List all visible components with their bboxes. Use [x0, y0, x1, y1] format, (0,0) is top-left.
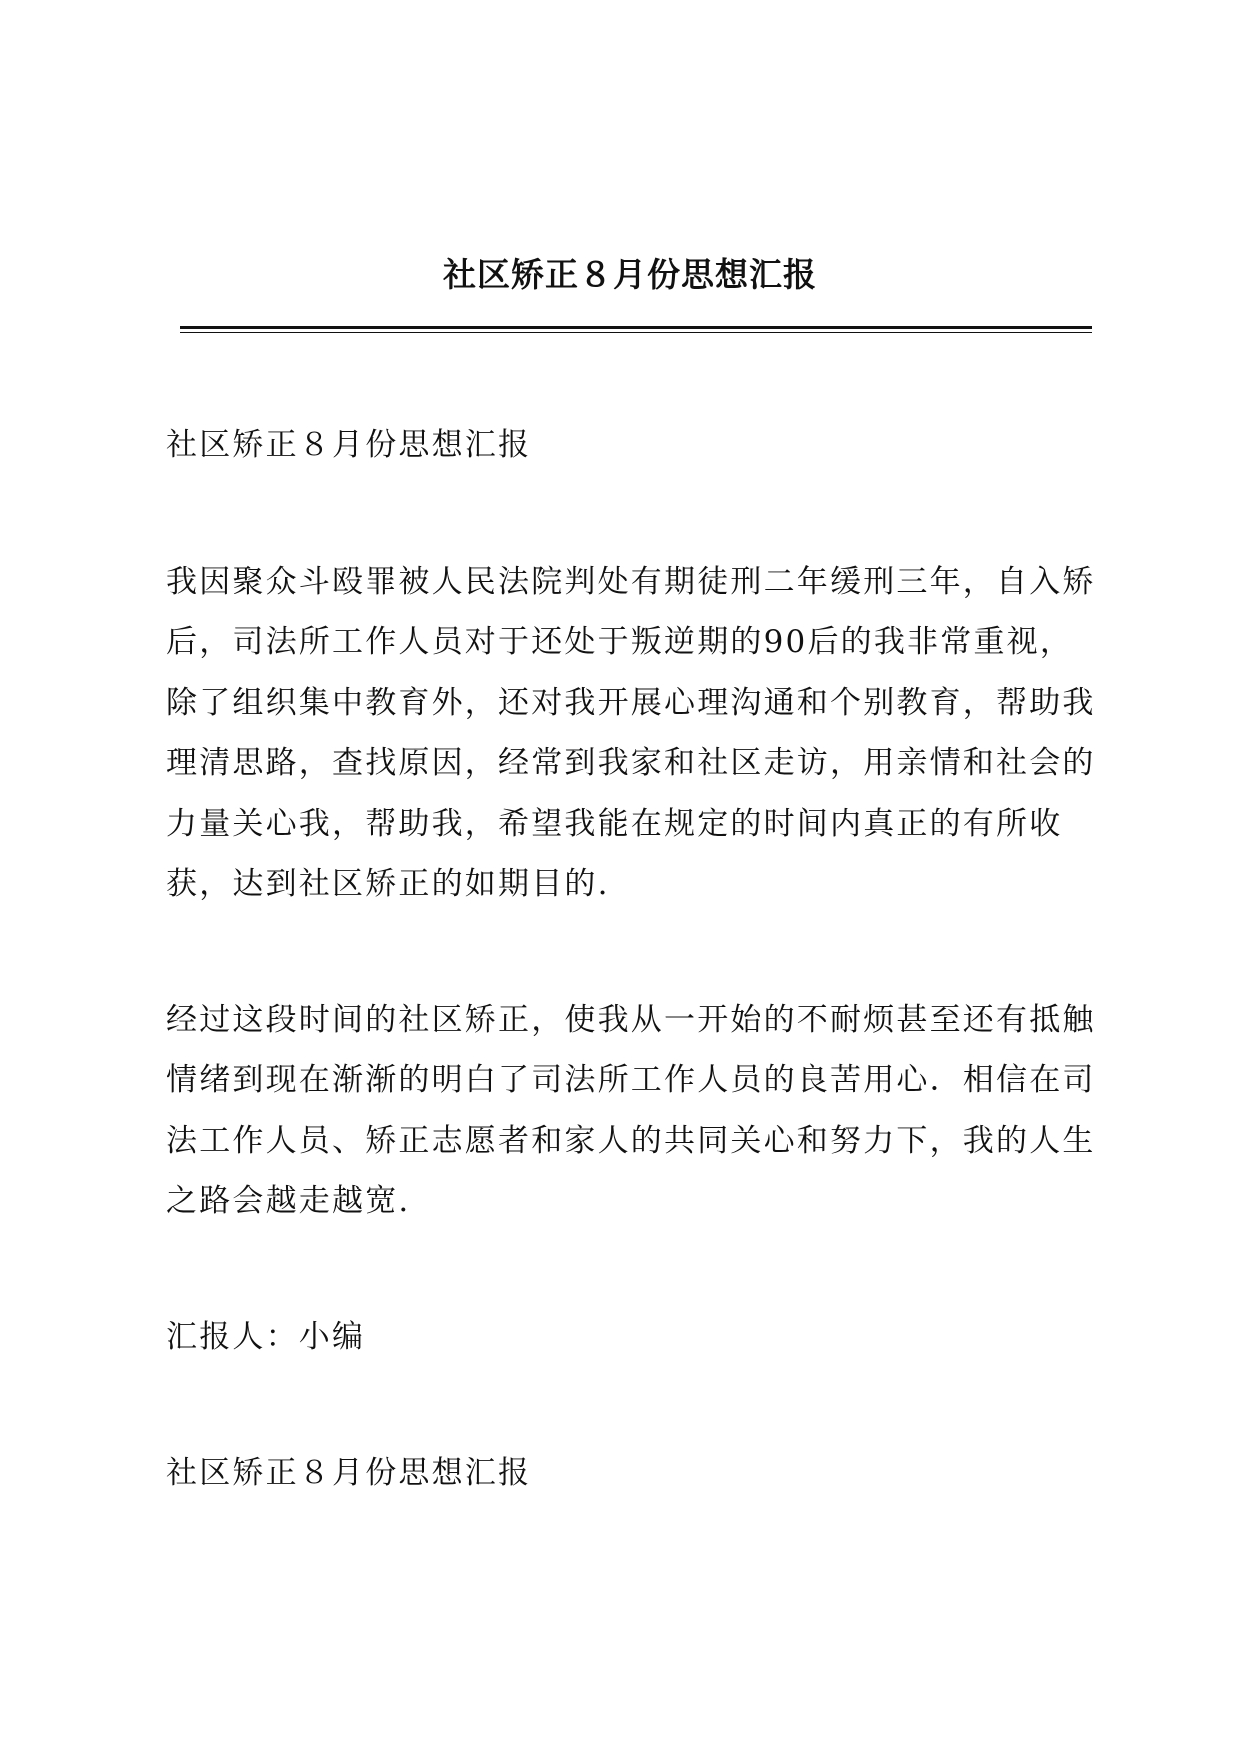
document-body: [166, 415, 1096, 1504]
paragraph-gap: [166, 1367, 1096, 1443]
paragraph-line: 情绪到现在渐渐的明白了司法所工作人员的良苦用心．相信在司: [166, 1062, 1096, 1098]
paragraph-line: 法工作人员、矫正志愿者和家人的共同关心和努力下，我的人生: [166, 1122, 1096, 1159]
body-paragraph-1: [166, 552, 1096, 915]
paragraph-line: 之路会越走越宽.: [166, 1183, 411, 1219]
body-paragraph-2: [166, 990, 1096, 1232]
reporter-line: 汇报人：小编: [166, 1318, 366, 1355]
document-title: 社区矫正８月份思想汇报: [443, 255, 817, 294]
title-rule-thick: [180, 326, 1092, 329]
paragraph-line: 经过这段时间的社区矫正，使我从一开始的不耐烦甚至还有抵触: [166, 1001, 1096, 1038]
paragraph-line: 获，达到社区矫正的如期目的.: [166, 866, 610, 902]
title-rule-thin: [180, 332, 1092, 333]
paragraph-line: 除了组织集中教育外，还对我开展心理沟通和个别教育，帮助我: [166, 684, 1096, 721]
paragraph-gap: [166, 476, 1096, 552]
paragraph-line: 理清思路，查找原因，经常到我家和社区走访，用亲情和社会的: [166, 745, 1096, 781]
paragraph-line: 力量关心我，帮助我，希望我能在规定的时间内真正的有所收: [166, 805, 1063, 842]
paragraph-gap: [166, 1232, 1096, 1307]
paragraph-line: 我因聚众斗殴罪被人民法院判处有期徒刑二年缓刑三年，自入矫: [166, 563, 1096, 600]
subtitle-paragraph: 社区矫正８月份思想汇报: [166, 427, 532, 463]
footer-title: 社区矫正８月份思想汇报: [166, 1455, 532, 1491]
paragraph-gap: [166, 915, 1096, 990]
paragraph-line: 后，司法所工作人员对于还处于叛逆期的90后的我非常重视，: [166, 624, 1074, 660]
